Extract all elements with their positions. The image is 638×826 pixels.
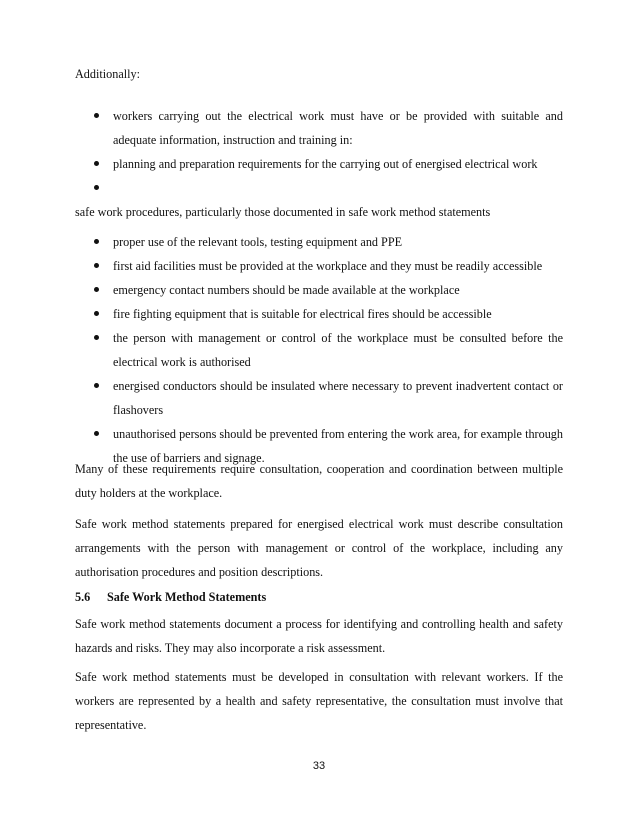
list-item: first aid facilities must be provided at the workplace and they must be readily accessible [75,254,563,278]
section-title: Safe Work Method Statements [107,590,267,604]
bullet-icon [94,335,99,340]
bullet-icon [94,113,99,118]
paragraph-consultation: Safe work method statements prepared for energised electrical work must describe consultation arrangements with the person with management or control of the workplace, including any authorisation procedures and position descriptions. [75,517,563,579]
bullet-icon [94,239,99,244]
intro-text: Additionally: [75,67,140,81]
list-item: proper use of the relevant tools, testing equipment and PPE [75,230,563,254]
paragraph-swms-development: Safe work method statements must be developed in consultation with relevant workers. If the workers are represented by a health and safety representative, the consultation must involve that representative. [75,670,563,732]
bullet-icon [94,185,99,190]
list-item: fire fighting equipment that is suitable for electrical fires should be accessible [75,302,563,326]
list-item: workers carrying out the electrical work must have or be provided with suitable and adequate information, instruction and training in: [75,104,563,152]
orphan-line: safe work procedures, particularly those documented in safe work method statements [75,205,491,219]
list-item: emergency contact numbers should be made available at the workplace [75,278,563,302]
list-item: planning and preparation requirements for the carrying out of energised electrical work [75,152,563,176]
list-item [75,176,563,200]
section-heading [75,585,563,609]
paragraph-swms-definition: Safe work method statements document a process for identifying and controlling health and safety hazards and risks. They may also incorporate a risk assessment. [75,617,563,655]
list-item: energised conductors should be insulated where necessary to prevent inadvertent contact or flashovers [75,374,563,422]
page-number: 33 [312,760,326,772]
bullet-list-2 [75,230,563,470]
list-item: unauthorised persons should be prevented from entering the work area, for example through the use of barriers and signage. [75,422,563,470]
paragraph-requirements: Many of these requirements require consultation, cooperation and coordination between multiple duty holders at the workplace. [75,462,563,500]
section-number: 5.6 [75,590,91,604]
bullet-list-1 [75,104,563,200]
bullet-icon [94,311,99,316]
bullet-icon [94,431,99,436]
bullet-icon [94,161,99,166]
list-item: the person with management or control of the workplace must be consulted before the electrical work is authorised [75,326,563,374]
bullet-icon [94,263,99,268]
bullet-icon [94,383,99,388]
bullet-icon [94,287,99,292]
